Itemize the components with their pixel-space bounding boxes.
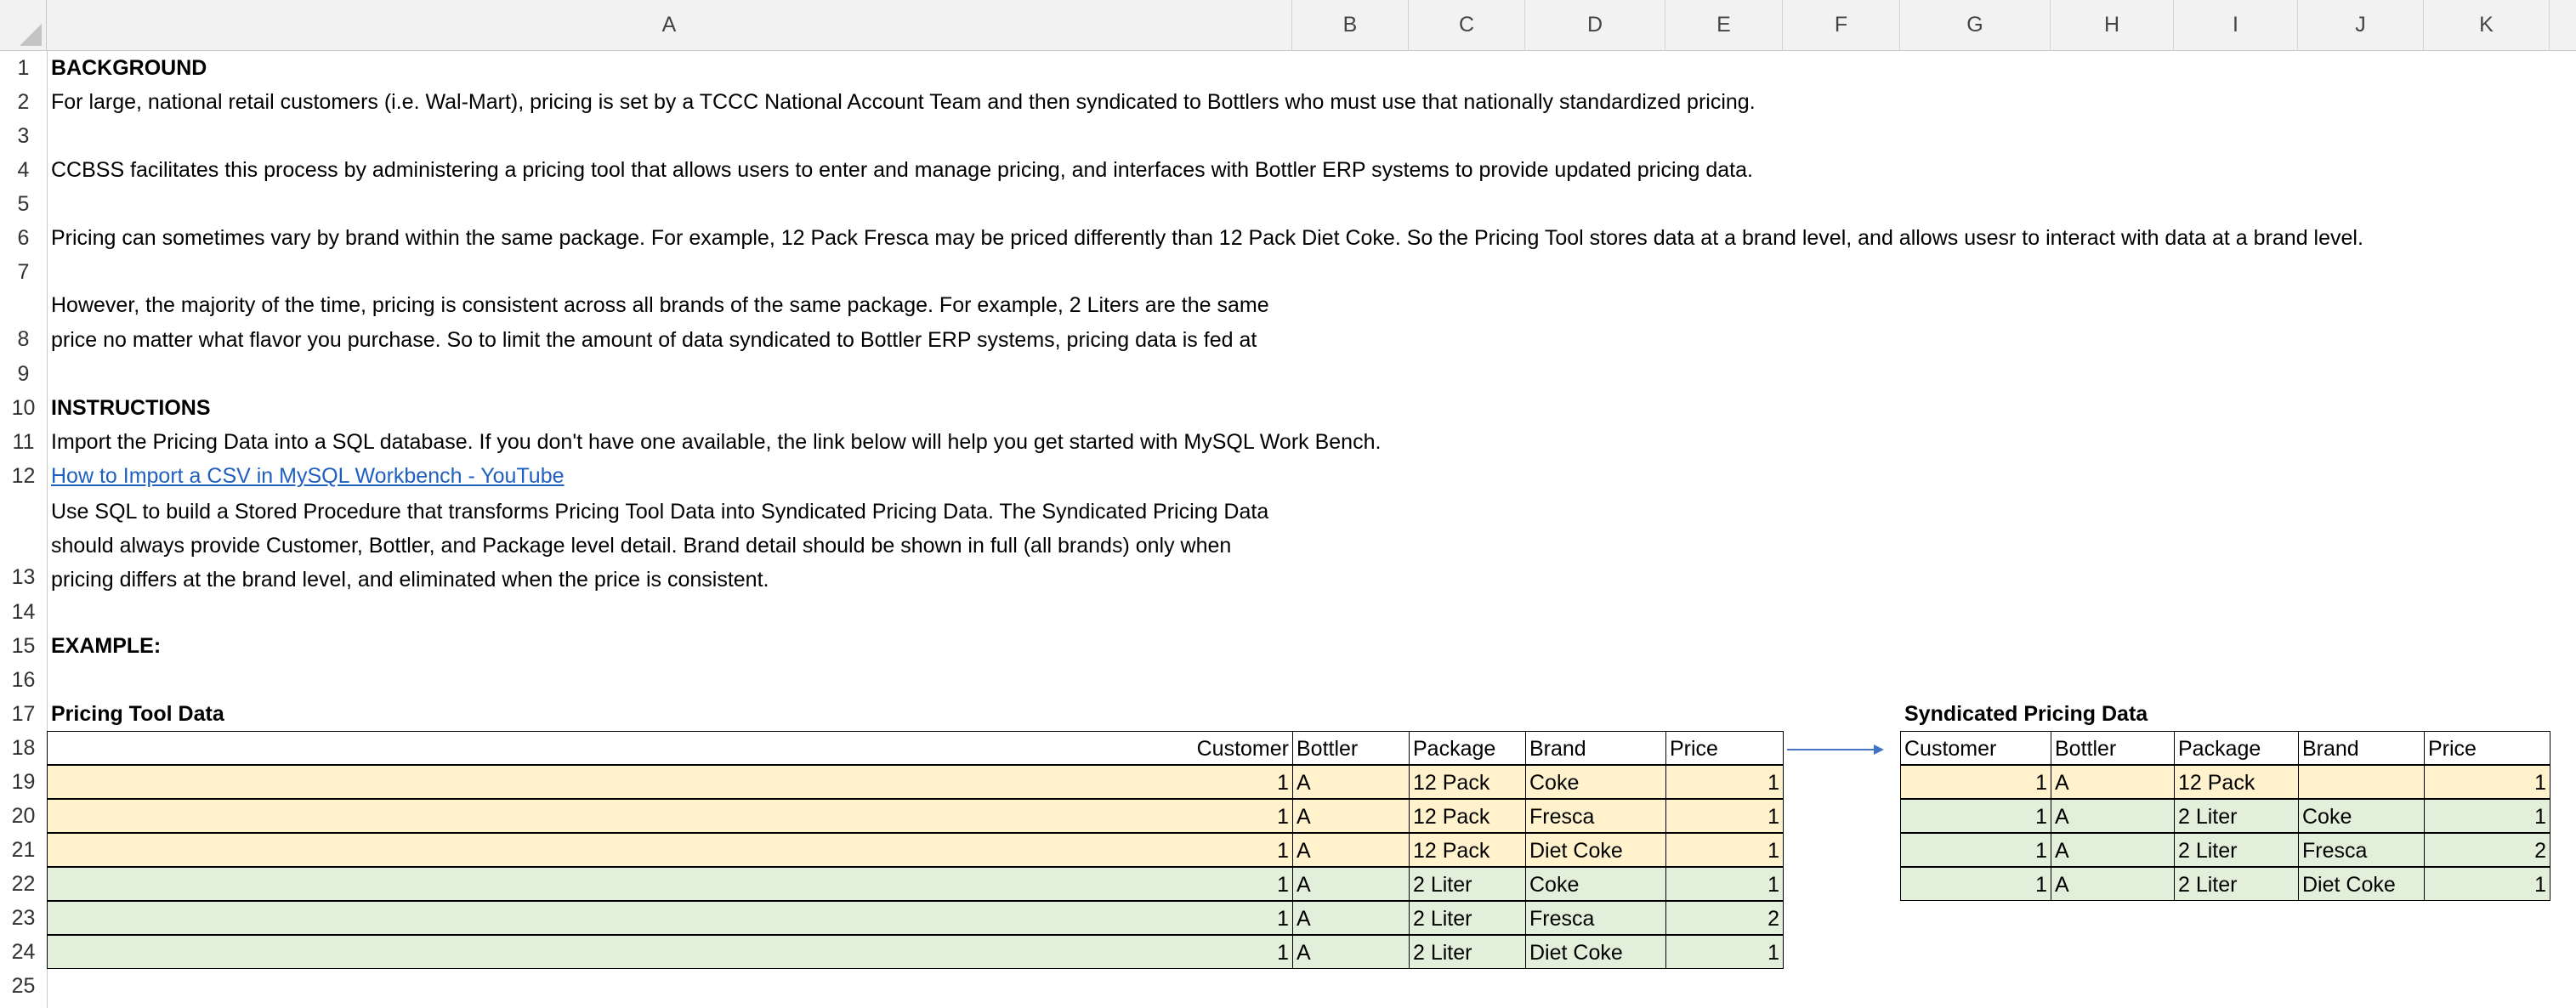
pt-cell-price[interactable]: 1 [1665,935,1784,969]
pt-cell-package[interactable]: 2 Liter [1409,867,1526,901]
sy-cell-price[interactable]: 2 [2424,833,2550,867]
sy-cell-package[interactable]: 2 Liter [2174,867,2299,901]
row-header-24[interactable]: 24 [11,939,36,964]
instructions-step-1[interactable]: Import the Pricing Data into a SQL database. If you don't have one available, the link below will help you get started with MySQL Work Bench. [51,430,1382,454]
select-all-icon [20,24,42,46]
pt-cell-brand[interactable]: Coke [1525,867,1666,901]
pt-cell-package[interactable]: 2 Liter [1409,935,1526,969]
sy-cell-brand[interactable]: Fresca [2298,833,2425,867]
instructions-step-2-line-1[interactable]: Use SQL to build a Stored Procedure that transforms Pricing Tool Data into Syndicated Pricing Data. The Syndicated Pricing Data [51,500,1269,524]
instructions-step-2-line-2[interactable]: should always provide Customer, Bottler, and Package level detail. Brand detail should be shown in full (all brands) only when [51,534,1232,558]
sy-cell-customer[interactable]: 1 [1900,833,2051,867]
sy-cell-bottler[interactable]: A [2051,833,2175,867]
row-header-1[interactable]: 1 [17,55,30,80]
column-header-j[interactable]: J [2298,0,2424,51]
row-header-10[interactable]: 10 [11,395,36,420]
row-header-5[interactable]: 5 [17,191,30,216]
row-header-18[interactable]: 18 [11,735,36,760]
sy-header-price[interactable]: Price [2424,731,2550,765]
pt-cell-price[interactable]: 1 [1665,867,1784,901]
pt-cell-customer[interactable]: 1 [47,935,1293,969]
background-paragraph-1[interactable]: For large, national retail customers (i.e. Wal-Mart), pricing is set by a TCCC National Account Team and then syndicated to Bottlers who must use that nationally standardized pricing. [51,90,1756,114]
column-header-g[interactable]: G [1900,0,2051,51]
background-paragraph-4-line-1[interactable]: However, the majority of the time, pricing is consistent across all brands of the same package. For example, 2 Liters are the same [51,293,1269,317]
column-header-b[interactable]: B [1292,0,1409,51]
sy-cell-package[interactable]: 12 Pack [2174,765,2299,799]
pt-cell-bottler[interactable]: A [1292,867,1410,901]
sy-cell-price[interactable]: 1 [2424,867,2550,901]
row-header-17[interactable]: 17 [11,701,36,726]
pt-cell-price[interactable]: 1 [1665,799,1784,833]
pt-cell-brand[interactable]: Coke [1525,765,1666,799]
pt-cell-package[interactable]: 12 Pack [1409,833,1526,867]
row-header-2[interactable]: 2 [17,89,30,114]
column-header-i[interactable]: I [2174,0,2298,51]
pt-cell-bottler[interactable]: A [1292,935,1410,969]
background-paragraph-2[interactable]: CCBSS facilitates this process by administering a pricing tool that allows users to enter and manage pricing, and interfaces with Bottler ERP systems to provide updated pricing data. [51,158,1753,182]
pt-header-bottler[interactable]: Bottler [1292,731,1410,765]
pt-cell-bottler[interactable]: A [1292,833,1410,867]
sy-cell-bottler[interactable]: A [2051,765,2175,799]
background-paragraph-3[interactable]: Pricing can sometimes vary by brand within the same package. For example, 12 Pack Fresca may be priced differently than 12 Pack Diet Coke. So the Pricing Tool stores data at a brand level, and allows usesr to interact with data at a brand level. [51,226,2363,250]
sy-cell-package[interactable]: 2 Liter [2174,799,2299,833]
pt-cell-customer[interactable]: 1 [47,867,1293,901]
pt-cell-bottler[interactable]: A [1292,901,1410,935]
syndicated-title[interactable]: Syndicated Pricing Data [1904,702,2148,726]
pt-cell-package[interactable]: 12 Pack [1409,765,1526,799]
column-header-f[interactable]: F [1783,0,1900,51]
row-header-21[interactable]: 21 [11,837,36,862]
background-heading[interactable]: BACKGROUND [51,56,207,80]
sy-cell-brand[interactable] [2298,765,2425,799]
example-heading[interactable]: EXAMPLE: [51,634,162,658]
row-header-22[interactable]: 22 [11,871,36,896]
row-header-9[interactable]: 9 [17,361,30,386]
row-header-12[interactable]: 12 [11,463,36,488]
sy-cell-brand[interactable]: Diet Coke [2298,867,2425,901]
sy-cell-package[interactable]: 2 Liter [2174,833,2299,867]
row-header-11[interactable]: 11 [12,429,35,454]
sy-header-customer[interactable]: Customer [1900,731,2051,765]
pt-cell-brand[interactable]: Fresca [1525,901,1666,935]
instructions-step-2-line-3[interactable]: pricing differs at the brand level, and eliminated when the price is consistent. [51,568,769,592]
row-header-25[interactable]: 25 [11,973,36,998]
sy-cell-bottler[interactable]: A [2051,867,2175,901]
instructions-heading[interactable]: INSTRUCTIONS [51,396,211,420]
column-header-c[interactable]: C [1409,0,1525,51]
pt-cell-brand[interactable]: Fresca [1525,799,1666,833]
pricing-tool-title[interactable]: Pricing Tool Data [51,702,224,726]
row-header-13[interactable]: 13 [11,565,36,589]
sy-cell-bottler[interactable]: A [2051,799,2175,833]
pt-header-brand[interactable]: Brand [1525,731,1666,765]
column-header-filler [2550,0,2576,51]
transform-arrow-icon [1785,741,1887,758]
sy-cell-customer[interactable]: 1 [1900,765,2051,799]
sy-cell-brand[interactable]: Coke [2298,799,2425,833]
pt-cell-price[interactable]: 1 [1665,833,1784,867]
column-header-k[interactable]: K [2424,0,2550,51]
sy-header-bottler[interactable]: Bottler [2051,731,2175,765]
row-header-8[interactable]: 8 [17,327,30,351]
pt-cell-customer[interactable]: 1 [47,833,1293,867]
row-header-7[interactable]: 7 [17,259,30,284]
background-paragraph-4-line-2[interactable]: price no matter what flavor you purchase. So to limit the amount of data syndicated to Bottler ERP systems, pricing data is fed at [51,328,1257,352]
row-header-19[interactable]: 19 [11,769,36,794]
youtube-tutorial-link[interactable]: How to Import a CSV in MySQL Workbench - YouTube [51,464,565,488]
pt-cell-bottler[interactable]: A [1292,765,1410,799]
pt-cell-price[interactable]: 2 [1665,901,1784,935]
sy-header-package[interactable]: Package [2174,731,2299,765]
column-header-a[interactable]: A [47,0,1292,51]
row-header-4[interactable]: 4 [17,157,30,182]
pt-header-price[interactable]: Price [1665,731,1784,765]
row-header-16[interactable]: 16 [11,667,36,692]
pt-cell-customer[interactable]: 1 [47,901,1293,935]
sy-cell-customer[interactable]: 1 [1900,799,2051,833]
row-header-6[interactable]: 6 [17,225,30,250]
row-header-20[interactable]: 20 [11,803,36,828]
pt-cell-package[interactable]: 12 Pack [1409,799,1526,833]
pt-cell-brand[interactable]: Diet Coke [1525,833,1666,867]
row-header-23[interactable]: 23 [11,905,36,930]
sy-cell-price[interactable]: 1 [2424,799,2550,833]
select-all-corner[interactable] [0,0,47,51]
row-header-3[interactable]: 3 [17,123,30,148]
pt-header-package[interactable]: Package [1409,731,1526,765]
column-header-e[interactable]: E [1665,0,1783,51]
column-header-d[interactable]: D [1525,0,1665,51]
sy-cell-customer[interactable]: 1 [1900,867,2051,901]
row-header-15[interactable]: 15 [11,633,36,658]
pt-cell-price[interactable]: 1 [1665,765,1784,799]
column-header-h[interactable]: H [2051,0,2174,51]
pt-cell-package[interactable]: 2 Liter [1409,901,1526,935]
pt-cell-brand[interactable]: Diet Coke [1525,935,1666,969]
sy-cell-price[interactable]: 1 [2424,765,2550,799]
sy-header-brand[interactable]: Brand [2298,731,2425,765]
pt-cell-bottler[interactable]: A [1292,799,1410,833]
pt-cell-customer[interactable]: 1 [47,765,1293,799]
row-header-14[interactable]: 14 [11,599,36,624]
pt-header-customer[interactable]: Customer [47,731,1293,765]
pt-cell-customer[interactable]: 1 [47,799,1293,833]
